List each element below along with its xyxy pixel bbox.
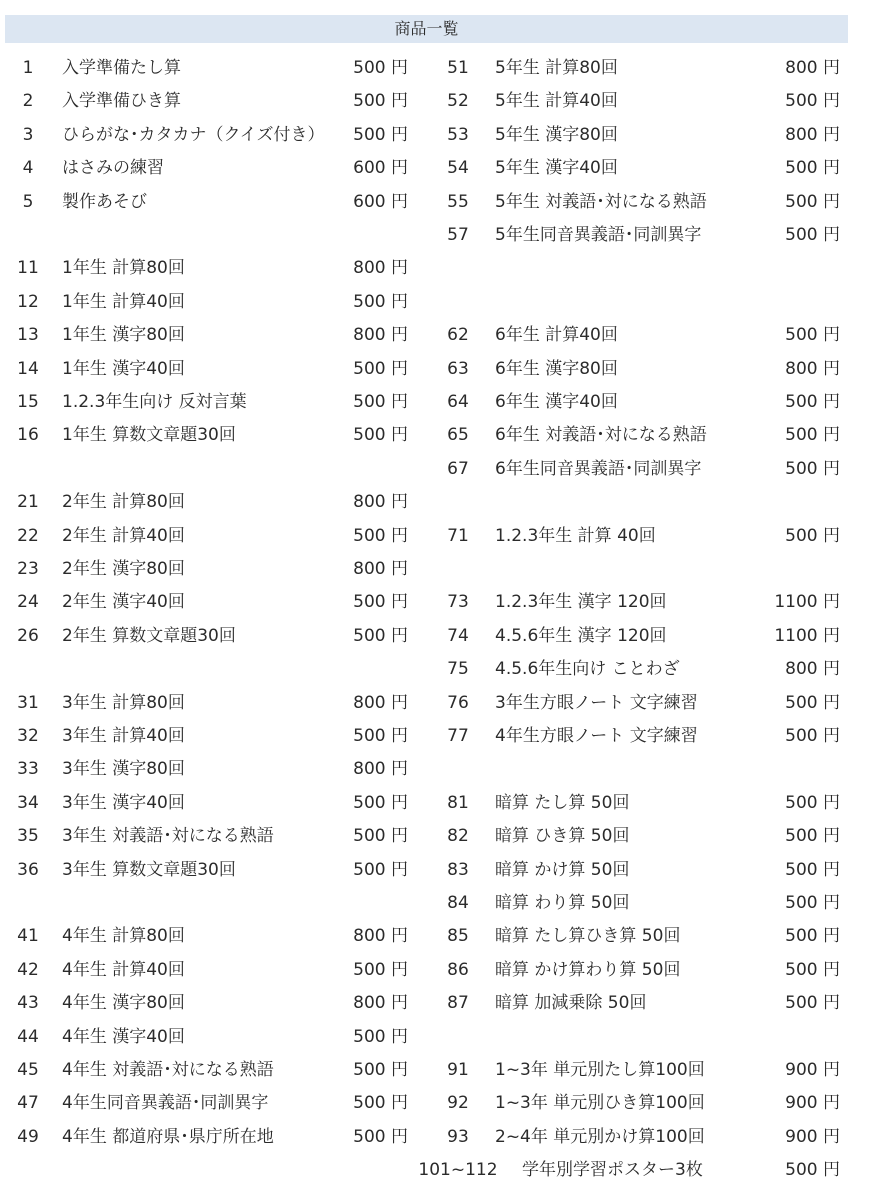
product-price: 1100 円 (774, 625, 840, 646)
product-name: 3年生 算数文章題30回 (62, 859, 236, 880)
table-row (0, 253, 875, 283)
table-row (0, 53, 875, 83)
table-row (0, 754, 875, 784)
product-price: 500 円 (785, 692, 840, 713)
product-price: 500 円 (785, 325, 840, 346)
product-name: 1~3年 単元別ひき算100回 (495, 1093, 705, 1114)
product-number: 15 (17, 392, 39, 412)
product-name: 4年生方眼ノート 文字練習 (495, 726, 698, 746)
product-number: 42 (17, 959, 39, 980)
product-number: 24 (17, 592, 39, 613)
product-name: 暗算 ひき算 50回 (495, 826, 630, 847)
product-name: 3年生 計算80回 (62, 692, 185, 713)
product-price: 500 円 (353, 291, 408, 312)
table-row (0, 487, 875, 517)
product-price: 500 円 (785, 191, 840, 212)
product-price: 900 円 (785, 1126, 840, 1147)
product-name: 6年生同音異義語･同訓異字 (495, 458, 702, 479)
product-number: 52 (447, 91, 469, 112)
product-name: 4年生 対義語･対になる熟語 (62, 1060, 274, 1080)
table-row (0, 1155, 875, 1185)
product-name: 暗算 わり算 50回 (495, 893, 630, 913)
product-number: 54 (447, 158, 469, 179)
product-name: 4年生 計算80回 (62, 926, 185, 947)
table-row (0, 220, 875, 250)
product-price: 800 円 (353, 993, 408, 1014)
product-price: 500 円 (353, 592, 408, 613)
product-price: 500 円 (785, 425, 840, 446)
table-row (0, 187, 875, 217)
table-row (0, 354, 875, 384)
product-price: 500 円 (785, 959, 840, 980)
table-row (0, 1055, 875, 1085)
table-row (0, 721, 875, 751)
product-number: 81 (447, 792, 469, 813)
table-row (0, 521, 875, 551)
product-name: 6年生 漢字40回 (495, 392, 618, 412)
table-row (0, 554, 875, 584)
product-price: 500 円 (353, 525, 408, 546)
product-name: 暗算 かけ算わり算 50回 (495, 959, 681, 980)
product-number: 4 (22, 158, 34, 179)
table-row (0, 955, 875, 985)
product-number: 53 (447, 124, 469, 145)
product-name: 5年生 漢字40回 (495, 158, 618, 179)
product-name: 学年別学習ポスター3枚 (522, 1160, 703, 1181)
product-number: 63 (447, 358, 469, 379)
product-number: 47 (17, 1093, 39, 1114)
product-number: 57 (447, 225, 469, 245)
product-price: 800 円 (353, 492, 408, 513)
product-number: 49 (17, 1126, 39, 1147)
product-price: 600 円 (353, 191, 408, 212)
table-row (0, 688, 875, 718)
product-name: 3年生 対義語･対になる熟語 (62, 826, 274, 847)
table-row (0, 921, 875, 951)
product-name: 1~3年 単元別たし算100回 (495, 1060, 705, 1080)
table-row (0, 888, 875, 918)
product-number: 41 (17, 926, 39, 947)
product-price: 500 円 (353, 625, 408, 646)
product-number: 86 (447, 959, 469, 980)
product-number: 21 (17, 492, 39, 513)
product-number: 51 (447, 58, 469, 78)
product-price: 500 円 (353, 58, 408, 78)
product-number: 93 (447, 1126, 469, 1147)
product-number: 35 (17, 826, 39, 847)
product-name: 1年生 算数文章題30回 (62, 425, 236, 446)
product-number: 84 (447, 893, 469, 913)
table-row (0, 654, 875, 684)
product-number: 26 (17, 625, 39, 646)
product-name: 入学準備たし算 (62, 58, 181, 78)
product-name: ひらがな･カタカナ（クイズ付き） (62, 124, 325, 145)
product-name: 2年生 漢字80回 (62, 559, 185, 579)
product-name: 3年生 漢字40回 (62, 792, 185, 813)
product-number: 75 (447, 659, 469, 680)
product-price: 500 円 (785, 792, 840, 813)
product-name: 1.2.3年生 漢字 120回 (495, 592, 667, 613)
product-number: 71 (447, 525, 469, 546)
product-name: 4.5.6年生向け ことわざ (495, 659, 680, 680)
product-price: 500 円 (785, 993, 840, 1014)
product-number: 64 (447, 392, 469, 412)
product-name: 4年生同音異義語･同訓異字 (62, 1093, 269, 1114)
product-price: 800 円 (785, 124, 840, 145)
product-price: 800 円 (353, 926, 408, 947)
product-price: 500 円 (353, 792, 408, 813)
product-price: 500 円 (353, 826, 408, 847)
product-number: 22 (17, 525, 39, 546)
product-name: 5年生 漢字80回 (495, 124, 618, 145)
product-price: 500 円 (353, 1126, 408, 1147)
product-name: 2年生 計算40回 (62, 525, 185, 546)
product-number: 43 (17, 993, 39, 1014)
table-row (0, 621, 875, 651)
product-number: 76 (447, 692, 469, 713)
product-number: 91 (447, 1060, 469, 1080)
table-row (0, 153, 875, 183)
product-price: 500 円 (785, 458, 840, 479)
product-price: 500 円 (353, 726, 408, 746)
table-row (0, 821, 875, 851)
product-name: 1年生 漢字40回 (62, 358, 185, 379)
product-number: 12 (17, 291, 39, 312)
product-price: 500 円 (353, 1060, 408, 1080)
product-list-title: 商品一覧 (5, 15, 848, 43)
product-name: 製作あそび (62, 191, 147, 212)
product-name: 1年生 計算80回 (62, 258, 185, 279)
product-price: 500 円 (785, 392, 840, 412)
product-price: 800 円 (785, 58, 840, 78)
product-price: 600 円 (353, 158, 408, 179)
product-price: 500 円 (785, 225, 840, 245)
product-name: 2年生 漢字40回 (62, 592, 185, 613)
product-number: 33 (17, 759, 39, 780)
product-price: 500 円 (353, 358, 408, 379)
product-price: 500 円 (353, 959, 408, 980)
product-number: 11 (17, 258, 39, 279)
product-number: 5 (22, 191, 34, 212)
product-price: 500 円 (785, 158, 840, 179)
product-price: 500 円 (353, 859, 408, 880)
product-name: 1年生 計算40回 (62, 291, 185, 312)
product-price: 500 円 (785, 826, 840, 847)
product-name: 暗算 かけ算 50回 (495, 859, 630, 880)
product-price: 500 円 (785, 726, 840, 746)
product-price: 800 円 (785, 659, 840, 680)
product-name: 4.5.6年生 漢字 120回 (495, 625, 667, 646)
product-number: 101~112 (418, 1160, 498, 1181)
product-price: 900 円 (785, 1060, 840, 1080)
product-number: 77 (447, 726, 469, 746)
table-row (0, 1022, 875, 1052)
product-number: 2 (22, 91, 34, 112)
product-price: 800 円 (353, 325, 408, 346)
product-name: 3年生 漢字80回 (62, 759, 185, 780)
product-price: 800 円 (353, 559, 408, 579)
product-price: 800 円 (785, 358, 840, 379)
table-row (0, 587, 875, 617)
table-row (0, 320, 875, 350)
product-name: 暗算 たし算ひき算 50回 (495, 926, 681, 947)
product-price: 500 円 (785, 1160, 840, 1181)
product-name: 1.2.3年生 計算 40回 (495, 525, 656, 546)
product-number: 73 (447, 592, 469, 613)
product-name: 1.2.3年生向け 反対言葉 (62, 392, 247, 412)
table-row (0, 1088, 875, 1118)
table-row (0, 1122, 875, 1152)
product-name: 5年生 計算40回 (495, 91, 618, 112)
product-number: 45 (17, 1060, 39, 1080)
product-name: 6年生 漢字80回 (495, 358, 618, 379)
table-row (0, 86, 875, 116)
product-number: 92 (447, 1093, 469, 1114)
product-number: 16 (17, 425, 39, 446)
product-number: 3 (22, 124, 34, 145)
product-number: 14 (17, 358, 39, 379)
product-name: はさみの練習 (62, 158, 164, 179)
product-price: 800 円 (353, 759, 408, 780)
product-price: 500 円 (785, 926, 840, 947)
product-name: 2年生 算数文章題30回 (62, 625, 236, 646)
product-price: 500 円 (785, 893, 840, 913)
product-price: 500 円 (353, 124, 408, 145)
product-price: 500 円 (785, 525, 840, 546)
product-number: 44 (17, 1026, 39, 1047)
product-price: 500 円 (353, 1026, 408, 1047)
product-name: 4年生 漢字40回 (62, 1026, 185, 1047)
product-price: 800 円 (353, 258, 408, 279)
product-number: 74 (447, 625, 469, 646)
product-name: 4年生 計算40回 (62, 959, 185, 980)
product-price: 900 円 (785, 1093, 840, 1114)
product-name: 2~4年 単元別かけ算100回 (495, 1126, 705, 1147)
product-number: 83 (447, 859, 469, 880)
product-price: 500 円 (353, 392, 408, 412)
product-name: 5年生 計算80回 (495, 58, 618, 78)
product-name: 暗算 たし算 50回 (495, 792, 630, 813)
table-row (0, 387, 875, 417)
product-name: 入学準備ひき算 (62, 91, 181, 112)
product-name: 2年生 計算80回 (62, 492, 185, 513)
product-number: 65 (447, 425, 469, 446)
table-row (0, 454, 875, 484)
product-number: 85 (447, 926, 469, 947)
table-row (0, 120, 875, 150)
table-row (0, 788, 875, 818)
product-number: 36 (17, 859, 39, 880)
product-price: 1100 円 (774, 592, 840, 613)
product-name: 3年生方眼ノート 文字練習 (495, 692, 698, 713)
product-price: 800 円 (353, 692, 408, 713)
product-name: 暗算 加減乗除 50回 (495, 993, 647, 1014)
product-number: 62 (447, 325, 469, 346)
table-row (0, 420, 875, 450)
product-number: 23 (17, 559, 39, 579)
product-name: 5年生同音異義語･同訓異字 (495, 225, 702, 245)
product-price: 500 円 (353, 1093, 408, 1114)
product-name: 6年生 対義語･対になる熟語 (495, 425, 707, 446)
table-row (0, 855, 875, 885)
product-number: 31 (17, 692, 39, 713)
product-number: 82 (447, 826, 469, 847)
product-price: 500 円 (353, 91, 408, 112)
product-number: 67 (447, 458, 469, 479)
product-name: 1年生 漢字80回 (62, 325, 185, 346)
table-row (0, 988, 875, 1018)
product-number: 13 (17, 325, 39, 346)
product-price: 500 円 (785, 91, 840, 112)
table-row (0, 287, 875, 317)
product-number: 55 (447, 191, 469, 212)
product-number: 1 (22, 58, 34, 78)
product-name: 6年生 計算40回 (495, 325, 618, 346)
product-price: 500 円 (785, 859, 840, 880)
product-name: 4年生 漢字80回 (62, 993, 185, 1014)
product-name: 4年生 都道府県･県庁所在地 (62, 1126, 274, 1147)
product-number: 32 (17, 726, 39, 746)
product-number: 34 (17, 792, 39, 813)
product-name: 5年生 対義語･対になる熟語 (495, 191, 707, 212)
product-name: 3年生 計算40回 (62, 726, 185, 746)
product-price: 500 円 (353, 425, 408, 446)
product-number: 87 (447, 993, 469, 1014)
